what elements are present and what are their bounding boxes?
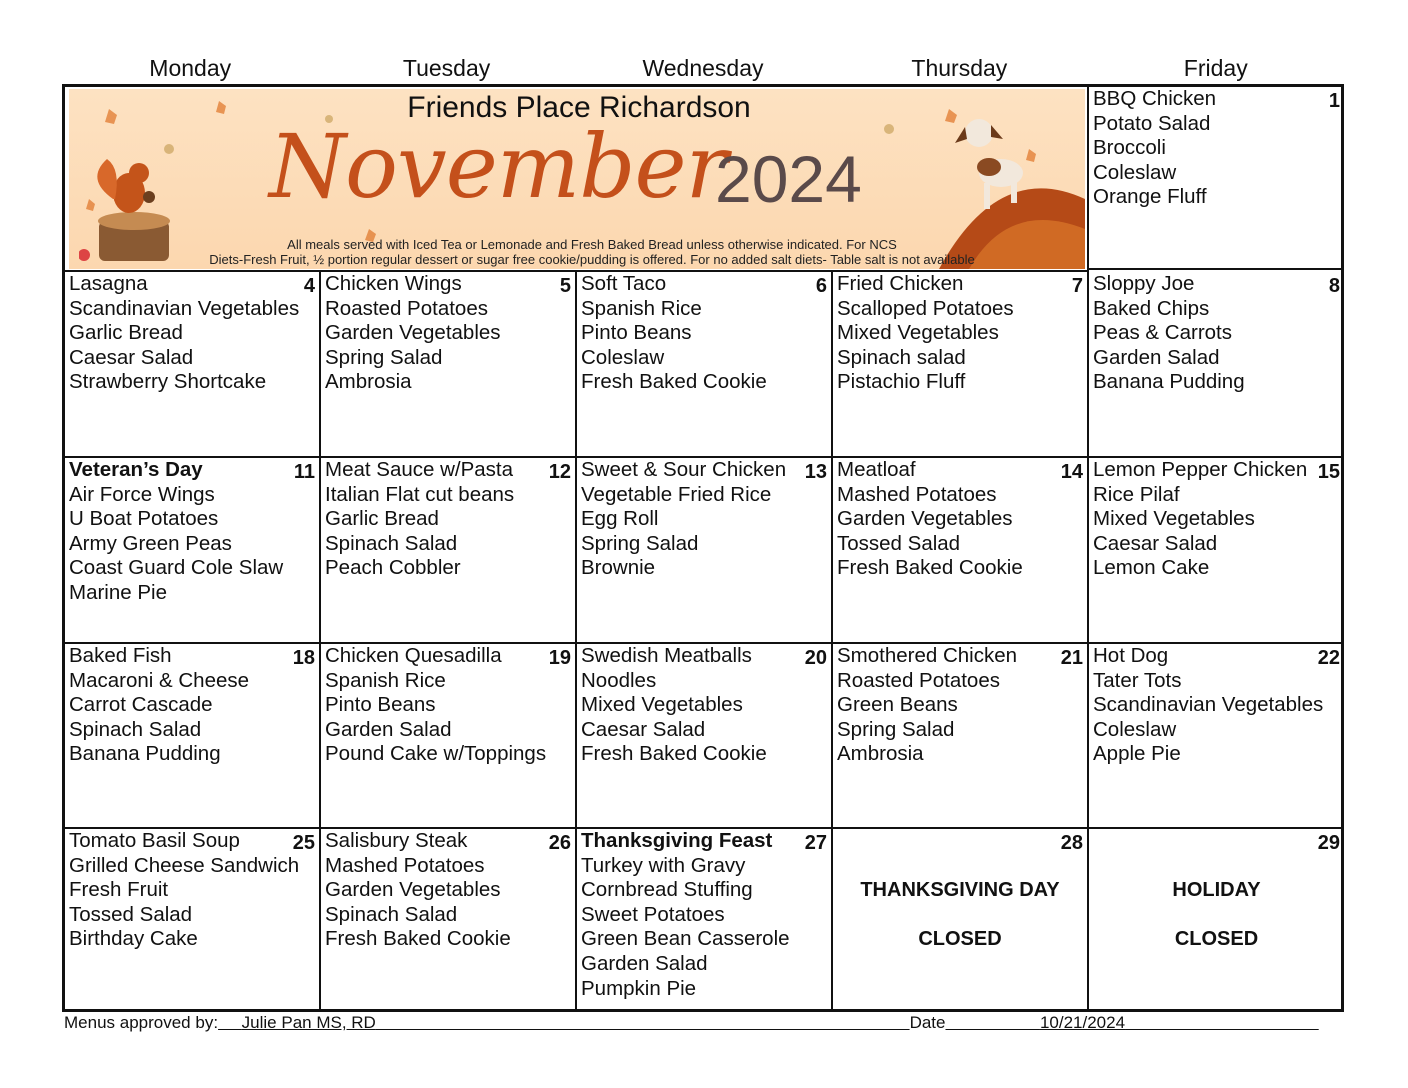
menu-item: Mixed Vegetables: [837, 321, 999, 345]
menu-list: [325, 829, 571, 952]
menu-item: Garden Vegetables: [325, 878, 501, 902]
menu-list: [837, 272, 1083, 395]
day-number: 25: [292, 832, 315, 854]
day-cell-4: [65, 272, 321, 458]
weekday-friday: Friday: [1183, 55, 1248, 81]
menu-list: [1093, 458, 1340, 581]
menu-item: Roasted Potatoes: [325, 296, 488, 320]
menu-item: Marine Pie: [69, 580, 167, 604]
menu-list: [1093, 272, 1340, 395]
weekday-monday: Monday: [149, 55, 232, 81]
menu-item: Baked Chips: [1093, 296, 1210, 320]
day-number: 11: [293, 461, 315, 483]
menu-item: Fried Chicken: [837, 272, 964, 295]
day-number: 19: [548, 647, 571, 669]
menu-item: Pound Cake w/Toppings: [325, 742, 547, 766]
day-cell-21: [833, 644, 1089, 829]
day-cell-8: [1089, 272, 1344, 458]
day-cell-6: [577, 272, 833, 458]
weekday-thursday: Thursday: [911, 55, 1008, 81]
menu-item: Ambrosia: [325, 370, 412, 394]
menu-item: Rice Pilaf: [1093, 482, 1180, 506]
menu-item: Cornbread Stuffing: [581, 878, 753, 902]
menu-item: Spring Salad: [581, 531, 699, 555]
menu-item: Mixed Vegetables: [581, 693, 743, 717]
menu-item: Banana Pudding: [69, 742, 221, 766]
day-number: 6: [815, 275, 827, 297]
day-cell-18: [65, 644, 321, 829]
day-number: 4: [303, 275, 315, 297]
menu-item: Baked Fish: [69, 644, 172, 667]
menu-item: Pinto Beans: [325, 693, 436, 717]
menu-list: [581, 272, 827, 395]
menu-item: Air Force Wings: [69, 482, 215, 506]
holiday-menu-title: Veteran’s Day: [69, 458, 203, 481]
menu-item: Garlic Bread: [325, 507, 439, 531]
menu-item: Meat Sauce w/Pasta: [325, 458, 514, 481]
banner-year: 2024: [715, 142, 862, 216]
menu-item: Tomato Basil Soup: [69, 829, 240, 852]
menu-item: U Boat Potatoes: [69, 507, 219, 531]
day-number: 7: [1071, 275, 1083, 297]
menu-list: [837, 644, 1083, 767]
menu-item: Soft Taco: [581, 272, 667, 295]
menu-item: Garden Vegetables: [325, 321, 501, 345]
day-number: 13: [804, 461, 827, 483]
day-number: 21: [1060, 647, 1083, 669]
day-cell-7: [833, 272, 1089, 458]
meal-policy-note: [159, 237, 1025, 267]
day-cell-11: [65, 458, 321, 644]
menu-item: Garlic Bread: [69, 321, 183, 345]
approval-line: [64, 1012, 1319, 1034]
day-cell-1: [1089, 87, 1344, 270]
menu-item: Scandinavian Vegetables: [1093, 693, 1324, 717]
approver-name: Julie Pan MS, RD: [241, 1013, 376, 1032]
day-number: 8: [1328, 275, 1340, 297]
closed-reason: THANKSGIVING DAY: [860, 879, 1060, 901]
menu-item: BBQ Chicken: [1093, 87, 1217, 110]
menu-item: Lemon Pepper Chicken: [1093, 458, 1308, 481]
menu-item: Green Bean Casserole: [581, 927, 790, 951]
menu-item: Caesar Salad: [581, 717, 706, 741]
menu-item: Spinach salad: [837, 345, 966, 369]
day-number: 20: [804, 647, 827, 669]
banner-month: November: [269, 115, 727, 218]
menu-item: Meatloaf: [837, 458, 916, 481]
menu-item: Scalloped Potatoes: [837, 296, 1014, 320]
day-number: 15: [1317, 461, 1340, 483]
menu-item: Fresh Baked Cookie: [325, 927, 511, 951]
menu-item: Pinto Beans: [581, 321, 692, 345]
holiday-menu-title: Thanksgiving Feast: [581, 829, 773, 852]
menu-item: Noodles: [581, 668, 657, 692]
menu-item: Brownie: [581, 556, 656, 580]
menu-item: Spinach Salad: [69, 717, 202, 741]
menu-item: Green Beans: [837, 693, 958, 717]
approval-date: 10/21/2024: [1039, 1013, 1126, 1032]
day-number: 5: [559, 275, 571, 297]
menu-item: Orange Fluff: [1093, 185, 1207, 209]
day-cell-27: [577, 829, 833, 1009]
day-cell-22: [1089, 644, 1344, 829]
menu-item: Garden Salad: [581, 951, 708, 975]
menu-item: Tossed Salad: [69, 902, 193, 926]
closed-label: CLOSED: [1174, 928, 1259, 950]
menu-item: Mixed Vegetables: [1093, 507, 1255, 531]
menu-item: Caesar Salad: [1093, 531, 1218, 555]
day-number: 28: [1060, 832, 1083, 854]
menu-item: Sweet Potatoes: [581, 902, 725, 926]
weekday-tuesday: Tuesday: [402, 55, 491, 81]
menu-list: [325, 644, 571, 767]
menu-list: [581, 458, 827, 581]
day-cell-19: [321, 644, 577, 829]
menu-item: Garden Vegetables: [837, 507, 1013, 531]
organization-name: Friends Place Richardson: [407, 91, 751, 124]
menu-list: [69, 458, 315, 606]
menu-item: Army Green Peas: [69, 531, 232, 555]
menu-list: [69, 644, 315, 767]
menu-item: Scandinavian Vegetables: [69, 296, 300, 320]
menu-item: Hot Dog: [1093, 644, 1169, 667]
menu-item: Grilled Cheese Sandwich: [69, 853, 300, 877]
menu-item: Strawberry Shortcake: [69, 370, 267, 394]
menu-item: Garden Salad: [325, 717, 452, 741]
menu-item: Peach Cobbler: [325, 556, 461, 580]
menu-list: [69, 272, 315, 395]
menu-item: Turkey with Gravy: [581, 853, 746, 877]
day-number: 14: [1060, 461, 1083, 483]
menu-list: [1093, 644, 1340, 767]
calendar-grid: [62, 84, 1344, 1012]
menu-item: Spanish Rice: [581, 296, 702, 320]
menu-item: Smothered Chicken: [837, 644, 1018, 667]
day-number: 12: [548, 461, 571, 483]
menu-item: Garden Salad: [1093, 345, 1220, 369]
menu-item: Spinach Salad: [325, 531, 458, 555]
menu-item: Swedish Meatballs: [581, 644, 752, 667]
menu-item: Spring Salad: [837, 717, 955, 741]
menu-item: Salisbury Steak: [325, 829, 468, 852]
weekday-header-row: [62, 52, 1344, 84]
day-cell-13: [577, 458, 833, 644]
day-number: 27: [804, 832, 827, 854]
menu-item: Potato Salad: [1093, 111, 1211, 135]
day-cell-15: [1089, 458, 1344, 644]
meal-policy-note-line: Diets-Fresh Fruit, ½ portion regular dessert or sugar free cookie/pudding is offered. For no added salt diets- Table salt is not available: [209, 252, 975, 267]
closed-label: CLOSED: [918, 928, 1002, 950]
menu-item: Coast Guard Cole Slaw: [69, 556, 284, 580]
menu-item: Ambrosia: [837, 742, 924, 766]
menu-item: Fresh Fruit: [69, 878, 169, 902]
menu-list: [837, 458, 1083, 581]
menu-item: Mashed Potatoes: [837, 482, 997, 506]
menu-list: [325, 458, 571, 581]
menu-item: Macaroni & Cheese: [69, 668, 250, 692]
menu-item: Carrot Cascade: [69, 693, 213, 717]
menu-item: Caesar Salad: [69, 345, 194, 369]
menu-item: Spanish Rice: [325, 668, 446, 692]
menu-item: Fresh Baked Cookie: [581, 742, 767, 766]
meal-policy-note-line: All meals served with Iced Tea or Lemonade and Fresh Baked Bread unless otherwise indicated. For NCS: [287, 237, 897, 252]
menu-item: Vegetable Fried Rice: [581, 482, 772, 506]
day-number: 22: [1317, 647, 1340, 669]
menu-list: [581, 829, 827, 1001]
day-cell-25: [65, 829, 321, 1009]
day-number: 1: [1328, 90, 1340, 112]
menu-item: Sloppy Joe: [1093, 272, 1195, 295]
day-cell-28: [833, 829, 1089, 1009]
weekday-wednesday: Wednesday: [642, 55, 764, 81]
day-cell-5: [321, 272, 577, 458]
banner-divider: [1087, 87, 1089, 270]
menu-item: Peas & Carrots: [1093, 321, 1232, 345]
menu-item: Coleslaw: [581, 345, 665, 369]
menu-item: Chicken Wings: [325, 272, 462, 295]
menu-item: Mashed Potatoes: [325, 853, 485, 877]
menu-item: Fresh Baked Cookie: [837, 556, 1023, 580]
day-number: 18: [292, 647, 315, 669]
menu-item: Spring Salad: [325, 345, 443, 369]
menu-item: Pumpkin Pie: [581, 976, 697, 1000]
closed-reason: HOLIDAY: [1172, 879, 1261, 901]
menu-item: Chicken Quesadilla: [325, 644, 502, 667]
menu-list: [581, 644, 827, 767]
menu-item: Egg Roll: [581, 507, 659, 531]
menu-item: Tossed Salad: [837, 531, 961, 555]
day-number: 26: [548, 832, 571, 854]
menu-item: Lemon Cake: [1093, 556, 1210, 580]
menu-item: Tater Tots: [1093, 668, 1182, 692]
menu-item: Birthday Cake: [69, 927, 198, 951]
menu-item: Broccoli: [1093, 136, 1166, 160]
date-label: Date: [909, 1013, 946, 1032]
menu-item: Fresh Baked Cookie: [581, 370, 767, 394]
menu-item: Banana Pudding: [1093, 370, 1245, 394]
menu-list: [1093, 87, 1340, 210]
menu-item: Coleslaw: [1093, 717, 1177, 741]
day-cell-14: [833, 458, 1089, 644]
day-cell-29: [1089, 829, 1344, 1009]
menu-item: Italian Flat cut beans: [325, 482, 515, 506]
menu-item: Sweet & Sour Chicken: [581, 458, 787, 481]
approval-label: Menus approved by:: [64, 1013, 219, 1032]
menu-item: Roasted Potatoes: [837, 668, 1000, 692]
menu-item: Apple Pie: [1093, 742, 1181, 766]
day-cell-26: [321, 829, 577, 1009]
menu-list: [69, 829, 315, 952]
menu-item: Spinach Salad: [325, 902, 458, 926]
menu-item: Lasagna: [69, 272, 148, 295]
day-number: 29: [1317, 832, 1340, 854]
november-banner: [69, 89, 1085, 269]
day-cell-20: [577, 644, 833, 829]
day-cell-12: [321, 458, 577, 644]
menu-item: Pistachio Fluff: [837, 370, 966, 394]
menu-item: Coleslaw: [1093, 160, 1177, 184]
menu-list: [325, 272, 571, 395]
